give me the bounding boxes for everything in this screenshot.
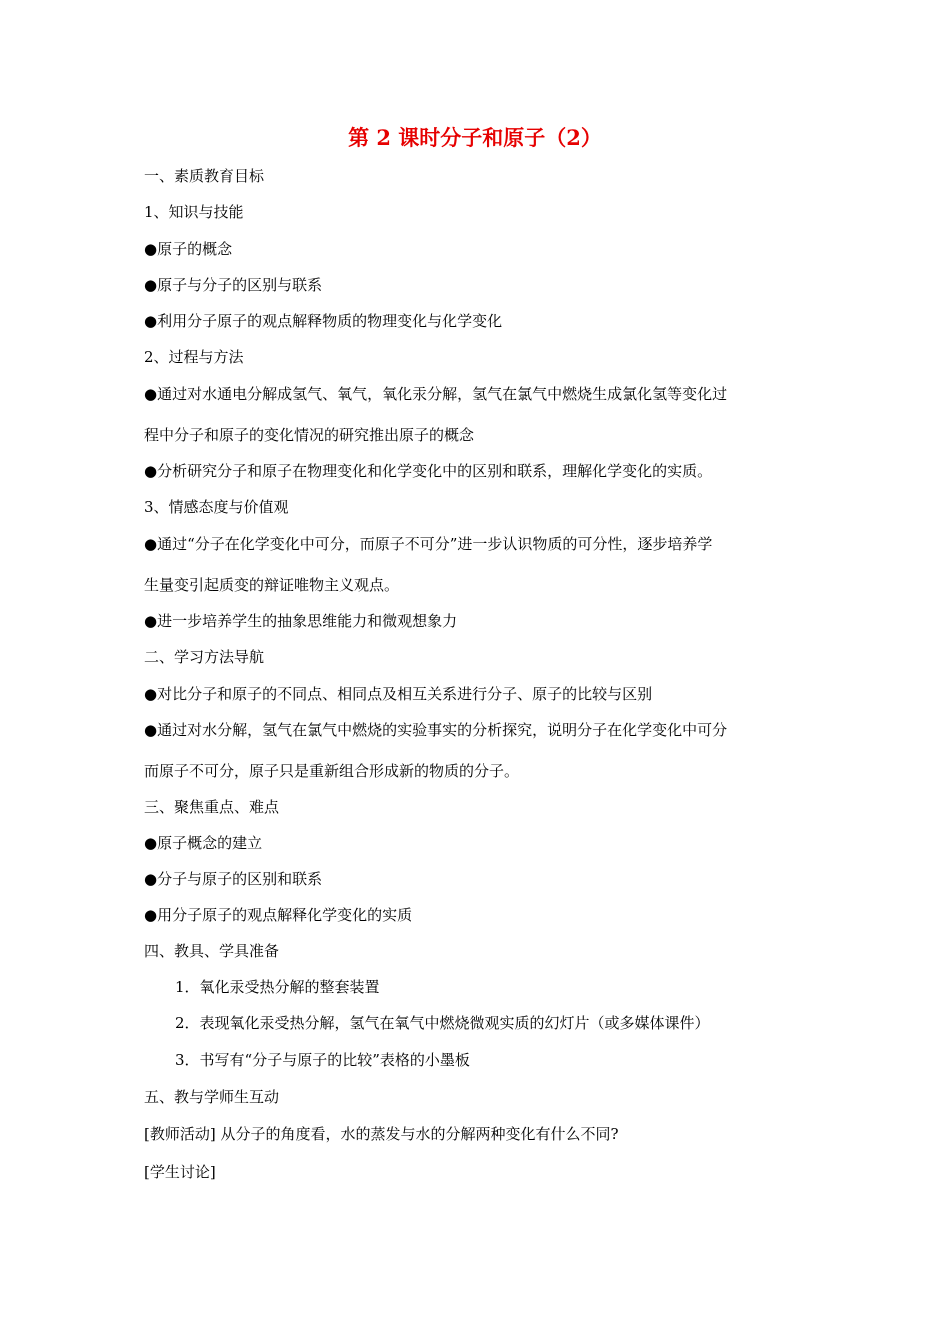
document-title: 第 2 课时分子和原子（2）	[348, 125, 602, 150]
bullet-item: ●用分子原子的观点解释化学变化的实质	[144, 906, 413, 924]
section-heading: 三、聚焦重点、难点	[144, 798, 280, 816]
subsection-heading: 2、过程与方法	[144, 348, 244, 366]
section-heading: 四、教具、学具准备	[144, 942, 280, 960]
numbered-item: 1．氧化汞受热分解的整套装置	[175, 978, 380, 996]
bullet-item: ●分子与原子的区别和联系	[144, 870, 323, 888]
bullet-item: ●原子与分子的区别与联系	[144, 276, 323, 294]
bullet-item: ●分析研究分子和原子在物理变化和化学变化中的区别和联系，理解化学变化的实质。	[144, 462, 713, 480]
numbered-item: 2．表现氧化汞受热分解，氢气在氧气中燃烧微观实质的幻灯片（或多媒体课件）	[175, 1014, 710, 1032]
bullet-item: ●原子概念的建立	[144, 834, 263, 852]
student-discussion: [学生讨论]	[144, 1163, 216, 1181]
section-heading: 五、教与学师生互动	[144, 1088, 280, 1106]
bullet-item: ●通过“分子在化学变化中可分，而原子不可分”进一步认识物质的可分性，逐步培养学	[144, 535, 713, 553]
teacher-activity: [教师活动] 从分子的角度看，水的蒸发与水的分解两种变化有什么不同?	[144, 1125, 619, 1143]
subsection-heading: 1、知识与技能	[144, 203, 244, 221]
paragraph-continuation: 而原子不可分，原子只是重新组合形成新的物质的分子。	[144, 762, 520, 780]
bullet-item: ●利用分子原子的观点解释物质的物理变化与化学变化	[144, 312, 503, 330]
bullet-item: ●通过对水分解，氢气在氯气中燃烧的实验事实的分析探究，说明分子在化学变化中可分	[144, 721, 728, 739]
bullet-item: ●通过对水通电分解成氢气、氧气，氧化汞分解，氢气在氯气中燃烧生成氯化氢等变化过	[144, 385, 728, 403]
section-heading: 一、素质教育目标	[144, 167, 265, 185]
paragraph-continuation: 生量变引起质变的辩证唯物主义观点。	[144, 576, 400, 594]
subsection-heading: 3、情感态度与价值观	[144, 498, 289, 516]
numbered-item: 3．书写有“分子与原子的比较”表格的小墨板	[175, 1051, 470, 1069]
paragraph-continuation: 程中分子和原子的变化情况的研究推出原子的概念	[144, 426, 475, 444]
section-heading: 二、学习方法导航	[144, 648, 265, 666]
bullet-item: ●原子的概念	[144, 240, 233, 258]
bullet-item: ●进一步培养学生的抽象思维能力和微观想象力	[144, 612, 458, 630]
bullet-item: ●对比分子和原子的不同点、相同点及相互关系进行分子、原子的比较与区别	[144, 685, 653, 703]
